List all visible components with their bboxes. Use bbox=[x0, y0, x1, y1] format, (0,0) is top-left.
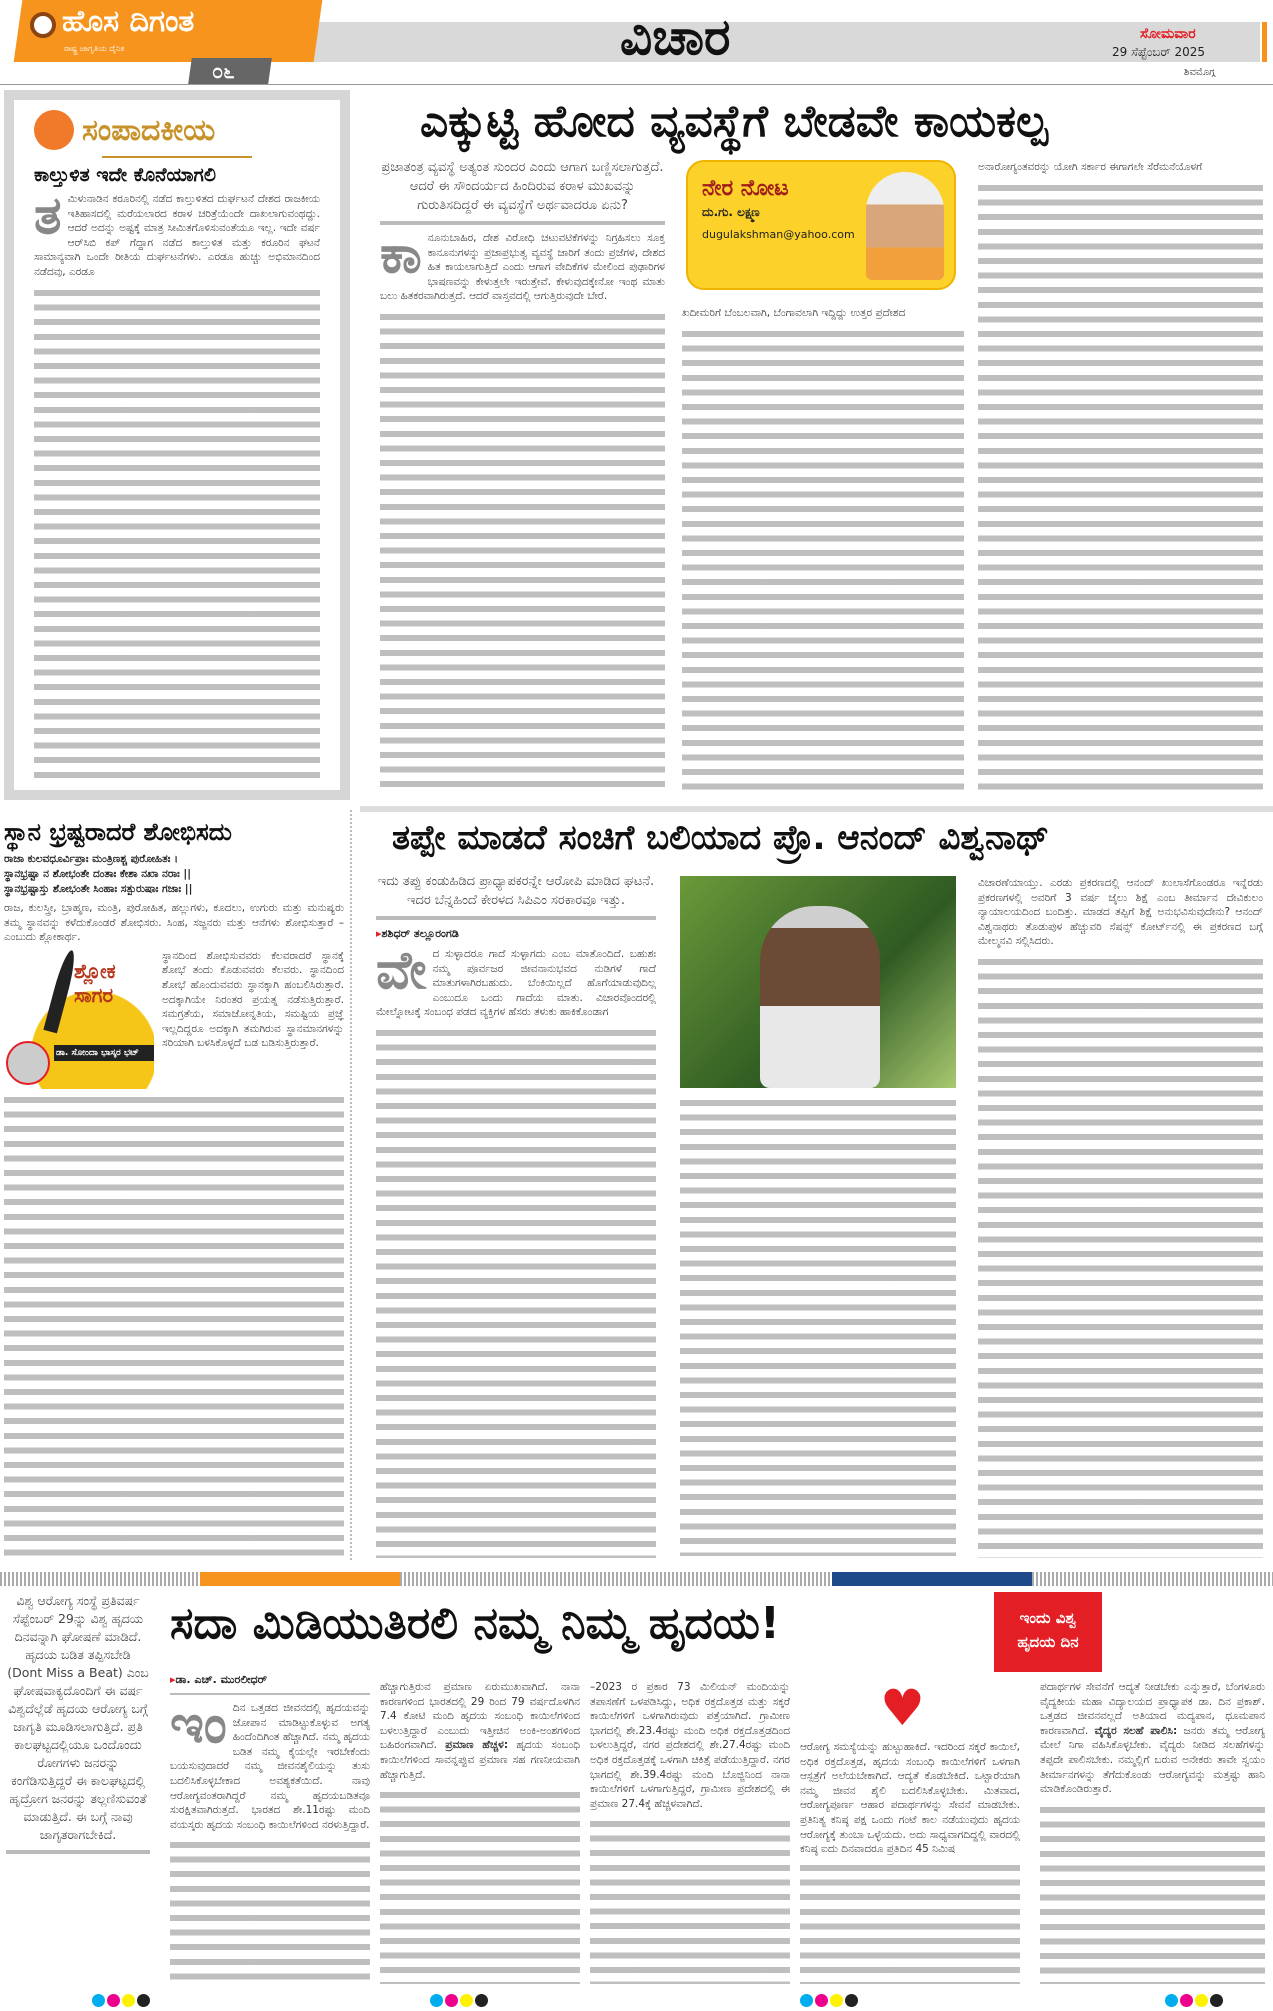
verse: ರಾಜಾ ಕುಲವಧೂರ್ವಿಪ್ರಾಃ ಮಂತ್ರಿಣಶ್ಚ ಪುರೋಹಿತಃ । bbox=[4, 853, 178, 865]
heart-text: ಪದಾರ್ಥಗಳ ಸೇವನೆಗೆ ಆದ್ಯತೆ ನೀಡಬೇಕು ಎನ್ನುತ್ತಾರೆ, ಬೆಂಗಳೂರು ವೈದ್ಯಕೀಯ ಮಹಾ ವಿದ್ಯಾಲಯದ ಪ್ರಾಧ್ಯಾಪಕ ಡಾ. ದಿನ ಪ್ರಕಾಶ್. ಒತ್ತಡದ ಜೀವನವಲ್ಲದೆ ಅತಿಯಾದ ಮದ್ಯಪಾನ, ಧೂಮಪಾನ ಕಾರಣವಾಗಿದೆ. bbox=[1040, 1681, 1265, 1737]
heart-col1-stack bbox=[170, 1672, 370, 1984]
second-col2-continued bbox=[680, 1096, 956, 1556]
masthead bbox=[0, 0, 1273, 84]
second-col3-stack bbox=[978, 876, 1263, 1558]
shloka-body-continued bbox=[4, 1093, 344, 1560]
registration-marks bbox=[800, 1992, 860, 2011]
column-name: ನೇರ ನೋಟ bbox=[702, 176, 789, 201]
dropcap: ವೇ bbox=[376, 941, 427, 1001]
shloka-stack bbox=[4, 816, 344, 1560]
heart-sidebar-stack bbox=[6, 1592, 150, 1986]
heart-col5-continued bbox=[1040, 1803, 1265, 1984]
logo-tagline: ರಾಷ್ಟ್ರ ಜಾಗೃತಿಯ ದೈನಿಕ bbox=[64, 44, 125, 53]
color-strip bbox=[0, 1572, 1273, 1586]
shloka-body: ಸ್ಥಾನದಿಂದ ಶೋಭಿಸುವವರು ಕೆಲವರಾದರೆ ಸ್ಥಾನಕ್ಕೆ ಶೋಭೆ ತಂದು ಕೊಡುವವರು ಕೆಲವರು. ಸ್ಥಾನದಿಂದ ಶೋಭೆ ಹೊಂದುವವರು ಸ್ಥಾನಕ್ಕಾಗಿ ಹಂಬಲಿಸಿರುತ್ತಾರೆ. ಅದಕ್ಕಾಗಿಯೇ ನಿರಂತರ ಪ್ರಯತ್ನ ನಡೆಸುತ್ತಿರುತ್ತಾರೆ. ಸಮಗ್ರತೆಯ, ಸಮಾಜೋನ್ನತಿಯ, ಸಮಷ್ಟಿಯ ಪ್ರಜ್ಞೆ ಇಲ್ಲದಿದ್ದರೂ ಅದಕ್ಕಾಗಿ ತಮಗಿರುವ ಸ್ಥಾನಮಾನಗಳನ್ನು ಸರಿಯಾಗಿ ಬಳಸಿಕೊಳ್ಳದೆ ಬಡ ಬಡಿಸುತ್ತಿರುತ್ತಾರೆ. bbox=[162, 949, 344, 1050]
heart-col4: ಆರೋಗ್ಯ ಸಮಸ್ಯೆಯನ್ನು ಹುಟ್ಟುಹಾಕಿದೆ. ಇದರಿಂದ ಸಕ್ಕರೆ ಕಾಯಿಲೆ, ಅಧಿಕ ರಕ್ತದೊತ್ತಡ, ಹೃದಯ ಸಂಬಂಧಿ ಕಾಯಿಲೆಗಳಿಗೆ ಒಳಗಾಗಿ ಆಸ್ಪತ್ರೆಗೆ ಅಲೆಯಬೇಕಾಗಿದೆ. ಆದ್ಯತೆ ಕೊಡಬೇಕಿದೆ. ಒಟ್ಟಾರೆಯಾಗಿ ನಮ್ಮ ಜೀವನ ಶೈಲಿ ಬದಲಿಸಿಕೊಳ್ಳಬೇಕು. ಮಿತವಾದ, ಆರೋಗ್ಯಪೂರ್ಣ ಆಹಾರ ಪದಾರ್ಥಗಳನ್ನು ಸೇವನೆ ಮಾಡಬೇಕು. ಪ್ರತಿನಿತ್ಯ ಕನಿಷ್ಠ ಪಕ್ಷ ಒಂದು ಗಂಟೆ ಕಾಲ ನಡೆಯುವುದು ಹೃದಯ ಆರೋಗ್ಯಕ್ಕೆ ತುಂಬಾ ಒಳ್ಳೆಯದು. ಅದು ಸಾಧ್ಯವಾಗದಿದ್ದಲ್ಲಿ ವಾರದಲ್ಲಿ ಕನಿಷ್ಠ ಐದು ದಿನವಾದರೂ ಪ್ರತಿದಿನ 45 ನಿಮಿಷ bbox=[800, 1741, 1020, 1856]
portrait-photo bbox=[680, 876, 956, 1088]
divider bbox=[376, 916, 656, 920]
second-col1-stack bbox=[376, 872, 656, 1558]
ornament-divider bbox=[102, 156, 252, 158]
subhead: ಪ್ರಮಾಣ ಹೆಚ್ಚಳ: bbox=[445, 1739, 509, 1752]
lead-col3-continued bbox=[978, 181, 1263, 792]
second-col3-continued bbox=[978, 955, 1263, 1558]
editorial-body-continued bbox=[34, 286, 320, 780]
heart-col5 bbox=[1040, 1680, 1265, 1797]
heart-col2 bbox=[380, 1680, 580, 1782]
heart-col1-continued bbox=[170, 1838, 370, 1984]
second-col3: ವಿಚಾರಣೆಯಾಯ್ತು. ಎರಡು ಪ್ರಕರಣದಲ್ಲಿ ಆನಂದ್ ಖುಲಾಸೆಗೊಂಡರೂ ಇನ್ನೆರಡು ಪ್ರಕರಣಗಳಲ್ಲಿ ಅವರಿಗೆ 3 ವರ್ಷ ಜೈಲು ಶಿಕ್ಷೆ ಎಂಬ ತೀರ್ಮಾನ ದೇವಿಕುಲಂ ನ್ಯಾಯಾಲಯದಿಂದ ಬಂದಿತ್ತು. ಮಾಡದ ತಪ್ಪಿಗೆ ಶಿಕ್ಷೆ ಅನುಭವಿಸುವುದೇನು? ಆನಂದ್ ವಿಶ್ವನಾಥರು ತೊಡುಪುಳ ಹೆಚ್ಚುವರಿ ಸೆಷನ್ಸ್ ಕೋರ್ಟ್‌ನಲ್ಲಿ ಈ ಪ್ರಕರಣದ ಬಗ್ಗೆ ಮೇಲ್ಮನವಿ ಸಲ್ಲಿಸಿದರು. bbox=[978, 877, 1263, 948]
byline: ▸ಶಶಿಧರ್ ತಲ್ಲೂರಂಗಡಿ bbox=[376, 927, 459, 940]
column-box bbox=[686, 160, 956, 290]
shloka-author: ಡಾ. ಸೋಂದಾ ಭಾಸ್ಕರ ಭಟ್ bbox=[54, 1045, 154, 1061]
lead-col2-stack bbox=[682, 306, 964, 792]
heart-text: ಹೃದಯ ಸಂಬಂಧಿ ಕಾಯಿಲೆಗಳಿಂದ ಸಾವನ್ನಪ್ಪುವ ಪ್ರಮಾಣ ಸಹ ಗಣನೀಯವಾಗಿ ಹೆಚ್ಚಾಗುತ್ತಿದೆ. bbox=[380, 1739, 581, 1781]
second-col1 bbox=[376, 941, 656, 1020]
column-rule bbox=[350, 810, 352, 1560]
verse: ಸ್ಥಾನಭ್ರಷ್ಟಾ ನ ಶೋಭಂತೇ ದಂತಾಃ ಕೇಶಾ ನಖಾ ನರಾಃ || bbox=[4, 868, 192, 880]
section-title: ವಿಚಾರ bbox=[620, 8, 731, 66]
heart-text: ಹೆಚ್ಚಾಗುತ್ತಿರುವ ಪ್ರಮಾಣ ಏರುಮುಖವಾಗಿದೆ. ನಾನಾ ಕಾರಣಗಳಿಂದ ಭಾರತದಲ್ಲಿ 29 ರಿಂದ 79 ವರ್ಷದೊಳಗಿನ 7.4 ಕೋಟಿ ಮಂದಿ ಹೃದಯ ಸಂಬಂಧಿ ಕಾಯಿಲೆಗಳಿಂದ ಬಳಲುತ್ತಿದ್ದಾರೆ ಎಂಬುದು ಇತ್ತೀಚಿನ ಅಂಕಿ-ಅಂಶಗಳಿಂದ ಬಹಿರಂಗವಾಗಿದೆ. bbox=[380, 1681, 580, 1752]
column-author: ದು.ಗು. ಲಕ್ಷ್ಮಣ bbox=[702, 205, 760, 219]
heart-headline: ಸದಾ ಮಿಡಿಯುತಿರಲಿ ನಮ್ಮ ನಿಮ್ಮ ಹೃದಯ! bbox=[170, 1598, 780, 1649]
portrait-figure bbox=[760, 906, 880, 1088]
heart-col2-stack bbox=[380, 1680, 580, 1984]
lead-col1-stack bbox=[380, 158, 665, 792]
lead-col2-continued bbox=[682, 327, 964, 792]
verse: ಸ್ಥಾನಭ್ರಷ್ಟಾಸ್ತು ಶೋಭಂತೇ ಸಿಂಹಾಃ ಸತ್ಪುರುಷಾಃ ಗಜಾಃ || bbox=[4, 883, 193, 895]
column-email: dugulakshman@yahoo.com bbox=[702, 228, 855, 241]
day: ಸೋಮವಾರ bbox=[1140, 26, 1196, 42]
registration-marks bbox=[92, 1992, 152, 2011]
heart-col2-continued bbox=[380, 1788, 580, 1984]
logo-text: ಹೊಸ ದಿಗಂತ bbox=[62, 4, 195, 39]
second-standfirst: ಇದು ತಪ್ಪು ಕಂಡುಹಿಡಿದ ಪ್ರಾಧ್ಯಾಪಕರನ್ನೇ ಆರೋಪಿ ಮಾಡಿದ ಘಟನೆ. ಇದರ ಬೆನ್ನಹಿಂದೆ ಕೇರಳದ ಸಿಪಿಎಂ ಸರಕಾರವೂ ಇತ್ತು. bbox=[377, 874, 655, 908]
heart-in-hands-image bbox=[800, 1680, 1020, 1736]
heart-text: ಜನರು ತಮ್ಮ ಆರೋಗ್ಯ ಮೇಲೆ ನಿಗಾ ವಹಿಸಿಕೊಳ್ಳಬೇಕು. ವೈದ್ಯರು ನೀಡಿದ ಸಲಹೆಗಳನ್ನು ತಪ್ಪದೇ ಪಾಲಿಸಬೇಕು. ನಮ್ಮಲ್ಲಿಗೆ ಬರುವ ಅನೇಕರು ತಾವೇ ಸ್ವಯಂ ತೀರ್ಮಾನಗಳನ್ನು ತೆಗೆದುಕೊಂಡು ಆರೋಗ್ಯವನ್ನು ಮತ್ತಷ್ಟು ಹಾನಿ ಮಾಡಿಕೊಂಡಿರುತ್ತಾರೆ. bbox=[1040, 1724, 1266, 1796]
registration-marks bbox=[1165, 1992, 1225, 2011]
registration-marks bbox=[430, 1992, 490, 2011]
edition: ಶಿವಮೊಗ್ಗ bbox=[1184, 67, 1216, 78]
dropcap: ಇಂ bbox=[170, 1695, 227, 1755]
heart-text: ದಿನ ಒತ್ತಡದ ಜೀವನದಲ್ಲಿ ಹೃದಯವನ್ನು ಜೋಪಾನ ಮಾಡಿಟ್ಟುಕೊಳ್ಳುವ ಅಗತ್ಯ ಹಿಂದೆಂದಿಗಿಂತ ಹೆಚ್ಚಾಗಿದೆ. ನಮ್ಮ ಹೃದಯ ಬಡಿತ ನಮ್ಮ ಕೈಯಲ್ಲೇ ಇರಬೇಕೆಂದು ಬಯಸುವುದಾದರೆ ನಮ್ಮ ಜೀವನಶೈಲಿಯನ್ನು ತುಸು ಬದಲಿಸಿಕೊಳ್ಳಬೇಕಾದ ಅವಶ್ಯಕತೆಯಿದೆ. ನಾವು ಆರೋಗ್ಯವಂತರಾಗಿದ್ದರೆ ನಮ್ಮ ಹೃದಯಬಡಿತವೂ ಸುರಕ್ಷಿತವಾಗಿರುತ್ತದೆ. ಭಾರತದ ಶೇ.11ರಷ್ಟು ಮಂದಿ ವಯಸ್ಕರು ಹೃದಯ ಸಂಬಂಧಿ ಕಾಯಿಲೆಗಳಿಂದ ನರಳುತ್ತಿದ್ದಾರೆ. bbox=[170, 1702, 370, 1831]
second-col1-continued bbox=[376, 1026, 656, 1558]
navy-strip bbox=[832, 1572, 1032, 1586]
logo-icon bbox=[30, 12, 56, 38]
editorial-logo-icon bbox=[34, 110, 74, 150]
second-text: ದ ಸುಳ್ಳಾದರೂ ಗಾದೆ ಸುಳ್ಳಾಗದು ಎಂಬ ಮಾತೊಂದಿದೆ. ಬಹುಶಃ ನಮ್ಮ ಪೂರ್ವಜರ ಜೀವನಾನುಭವದ ನುಡಿಗಳೆ ಗಾದೆ ಮಾತುಗಳಾಗಿರಬಹುದು. ಬೆಂಕಿಯಿಲ್ಲದೆ ಹೊಗೆಯಾಡುವುದಿಲ್ಲ ಎಂಬುದೂ ಒಂದು ಗಾದೆಯ ಮಾತು. ವಿಚಾರವೊಂದರಲ್ಲಿ ಮೇಲ್ನೋಟಕ್ಕೆ ಸಂಬಂಧ ಪಡದ ವ್ಯಕ್ತಿಗಳ ಹೆಸರು ತಳುಕು ಹಾಕಿಕೊಂಡಾಗ bbox=[376, 948, 656, 1019]
shloka-author-avatar bbox=[6, 1041, 50, 1085]
page-number: ೦೬ bbox=[212, 59, 235, 83]
divider bbox=[6, 1850, 150, 1854]
heart-sidebar: ವಿಶ್ವ ಆರೋಗ್ಯ ಸಂಸ್ಥೆ ಪ್ರತಿವರ್ಷ ಸೆಪ್ಟೆಂಬರ್ 29ನ್ನು ವಿಶ್ವ ಹೃದಯ ದಿನವನ್ನಾಗಿ ಘೋಷಣೆ ಮಾಡಿದೆ. ಹೃದಯ ಬಡಿತ ತಪ್ಪಿಸಬೇಡಿ (Dont Miss a Beat) ಎಂಬ ಘೋಷವಾಕ್ಯದೊಂದಿಗೆ ಈ ವರ್ಷ ವಿಶ್ವದೆಲ್ಲೆಡೆ ಹೃದಯ ಆರೋಗ್ಯ ಬಗ್ಗೆ ಜಾಗೃತಿ ಮೂಡಿಸಲಾಗುತ್ತಿದೆ. ಪ್ರತಿ ಕಾಲಘಟ್ಟದಲ್ಲಿಯೂ ಒಂದೊಂದು ರೋಗಗಳು ಜನರನ್ನು ಕಂಗೆಡಿಸುತ್ತಿದ್ದರೆ ಈ ಕಾಲಘಟ್ಟದಲ್ಲಿ ಹೃದ್ರೋಗ ಜನರನ್ನು ತಲ್ಲಣಿಸುವಂತೆ ಮಾಡುತ್ತಿದೆ. ಈ ಬಗ್ಗೆ ನಾವು ಜಾಗೃತರಾಗಬೇಕಿದೆ. bbox=[7, 1593, 149, 1842]
byline: ▸ಡಾ. ಎಚ್. ಮುರಲೀಧರ್ bbox=[170, 1673, 268, 1686]
date: 29 ಸೆಪ್ಟೆಂಬರ್ 2025 bbox=[1112, 45, 1206, 59]
lead-col3-stack bbox=[978, 160, 1263, 792]
heart-col4-stack bbox=[800, 1680, 1020, 1984]
lead-col2: ಖದೀಮರಿಗೆ ಬೆಂಬಲವಾಗಿ, ಬೆಂಗಾವಲಾಗಿ ಇದ್ದಿದ್ದು ಉತ್ತರ ಪ್ರದೇಶದ bbox=[682, 307, 906, 319]
dropcap: ಕಾ bbox=[380, 225, 422, 285]
editorial-headline: ಕಾಲ್ತುಳಿತ ಇದೇ ಕೊನೆಯಾಗಲಿ bbox=[34, 164, 216, 186]
world-heart-day-badge: ಇಂದು ವಿಶ್ವ ಹೃದಯ ದಿನ bbox=[994, 1592, 1102, 1672]
author: ಶಶಿಧರ್ ತಲ್ಲೂರಂಗಡಿ bbox=[381, 927, 459, 940]
orange-strip bbox=[200, 1572, 400, 1586]
heart-col1 bbox=[170, 1695, 370, 1832]
lead-standfirst: ಪ್ರಜಾತಂತ್ರ ವ್ಯವಸ್ಥೆ ಅತ್ಯಂತ ಸುಂದರ ಎಂದು ಆಗಾಗ ಬಣ್ಣಿಸಲಾಗುತ್ತದೆ. ಆದರೆ ಈ ಸೌಂದರ್ಯದ ಹಿಂದಿರುವ ಕರಾಳ ಮುಖವನ್ನು ಗುರುತಿಸದಿದ್ದರೆ ಈ ವ್ಯವಸ್ಥೆಗೆ ಅರ್ಥವಾದರೂ ಏನು? bbox=[381, 160, 664, 213]
lead-text: ನೂನುಬಾಹಿರ, ದೇಶ ವಿರೋಧಿ ಚಟುವಟಿಕೆಗಳನ್ನು ನಿಗ್ರಹಿಸಲು ಸೂಕ್ತ ಕಾನೂನುಗಳನ್ನು ಪ್ರಜಾಪ್ರಭುತ್ವ ವ್ಯವಸ್ಥೆ ಜಾರಿಗೆ ತಂದು ಪ್ರಜೆಗಳ, ದೇಶದ ಹಿತ ಕಾಯಲಾಗುತ್ತಿದೆ ಎಂದು ಆಗಾಗ ವೇದಿಕೆಗಳ ಮೇಲಿಂದ ಪುಢಾರಿಗಳ ಭಾಷಣವನ್ನು ಕೇಳುತ್ತಲೇ ಇರುತ್ತೇವೆ. ಕೇಳುವುದಕ್ಕೇನೋ ಇಂಥ ಮಾತು ಬಲು ಹಿತಕರವಾಗಿರುತ್ತದೆ. ಆದರೆ ವಾಸ್ತವದಲ್ಲಿ ಆಗುತ್ತಿರುವುದೇ ಬೇರೆ. bbox=[380, 232, 665, 303]
second-headline: ತಪ್ಪೇ ಮಾಡದೆ ಸಂಚಿಗೆ ಬಲಿಯಾದ ಪ್ರೊ. ಆನಂದ್ ವಿಶ್ವನಾಥ್ bbox=[392, 818, 1050, 858]
heart-col3-stack bbox=[590, 1680, 790, 1984]
lead-headline: ಎಕ್ಕುಟ್ಟಿ ಹೋದ ವ್ಯವಸ್ಥೆಗೆ ಬೇಡವೇ ಕಾಯಕಲ್ಪ bbox=[420, 96, 1048, 147]
heart-col4-continued bbox=[800, 1861, 1020, 1984]
shloka-verses bbox=[4, 852, 344, 897]
editorial-box bbox=[4, 90, 350, 800]
section-divider bbox=[360, 806, 1273, 812]
lead-col1-continued bbox=[380, 310, 665, 792]
shloka-headline: ಸ್ಥಾನ ಭ್ರಷ್ಟರಾದರೆ ಶೋಭಿಸದು bbox=[4, 818, 232, 846]
editorial-label: ಸಂಪಾದಕೀಯ bbox=[82, 112, 216, 148]
accent-bar bbox=[1262, 22, 1267, 62]
shloka-column-name: ಶ್ಲೋಕ ಸಾಗರ bbox=[74, 958, 116, 1007]
dropcap: ತ bbox=[34, 186, 62, 246]
editorial-text: ಮಿಳುನಾಡಿನ ಕರೂರಿನಲ್ಲಿ ನಡೆದ ಕಾಲ್ತುಳಿತದ ದುರ್ಘಟನೆ ದೇಶದ ರಾಜಕೀಯ ಇತಿಹಾಸದಲ್ಲಿ ಮರೆಯಲಾರದ ಕರಾಳ ಚರಿತ್ರೆಯೆಂದೇ ದಾಖಲಾಗುವಂಥದ್ದು. ಆದರೆ ಅದನ್ನು ಅಷ್ಟಕ್ಕೆ ಮಾತ್ರ ಸೀಮಿತಗೊಳಿಸುವಂತೆಯೂ ಇಲ್ಲ. ಇದೇ ವರ್ಷ ಆರ್‌ಸಿಬಿ ಕಪ್ ಗೆದ್ದಾಗ ನಡೆದ ಕಾಲ್ತುಳಿತ ಮತ್ತು ಕರೂರಿನ ಘಟನೆ ಸಾಮಾನ್ಯವಾಗಿ ಒಂದೇ ರೀತಿಯ ದುರ್ಘಟನೆಗಳು. ಎರಡೂ ಹುಚ್ಚು ಅಭಿಮಾನದಿಂದ ನಡೆದವು, ಎರಡೂ bbox=[34, 193, 320, 278]
heart-icon: ♥ bbox=[880, 1679, 925, 1737]
heart-col5-stack bbox=[1040, 1680, 1265, 1984]
heart-col3: –2023 ರ ಪ್ರಕಾರ 73 ಮಿಲಿಯನ್ ಮಂದಿಯನ್ನು ತಪಾಸಣೆಗೆ ಒಳಪಡಿಸಿದ್ದು, ಅಧಿಕ ರಕ್ತದೊತ್ತಡ ಮತ್ತು ಸಕ್ಕರೆ ಕಾಯಿಲೆಗಳಿಗೆ ಒಳಗಾಗಿರುವುದು ಪತ್ತೆಯಾಗಿದೆ. ಗ್ರಾಮೀಣ ಭಾಗದಲ್ಲಿ ಶೇ.23.4ರಷ್ಟು ಮಂದಿ ಅಧಿಕ ರಕ್ತದೊತ್ತಡದಿಂದ ಬಳಲುತ್ತಿದ್ದರೆ, ನಗರ ಪ್ರದೇಶದಲ್ಲಿ ಶೇ.27.4ರಷ್ಟು ಮಂದಿ ಅಧಿಕ ರಕ್ತದೊತ್ತಡಕ್ಕೆ ಒಳಗಾಗಿ ಚಿಕಿತ್ಸೆ ಪಡೆಯುತ್ತಿದ್ದಾರೆ. ನಗರ ಭಾಗದಲ್ಲಿ ಶೇ.39.4ರಷ್ಟು ಮಂದಿ ಬೊಜ್ಜಿನಿಂದ ನಾನಾ ಕಾಯಿಲೆಗಳಿಗೆ ಒಳಗಾಗುತ್ತಿದ್ದರೆ, ಗ್ರಾಮೀಣ ಪ್ರದೇಶದಲ್ಲಿ ಈ ಪ್ರಮಾಣ 27.4ಕ್ಕೆ ಹೆಚ್ಚಳವಾಗಿದೆ. bbox=[590, 1681, 790, 1810]
author: ಡಾ. ಎಚ್. ಮುರಲೀಧರ್ bbox=[175, 1673, 268, 1686]
shloka-meaning: ರಾಜ, ಕುಲಸ್ತ್ರೀ, ಬ್ರಾಹ್ಮಣ, ಮಂತ್ರಿ, ಪುರೋಹಿತ, ಹಲ್ಲುಗಳು, ಕೂದಲು, ಉಗುರು ಮತ್ತು ಮನುಷ್ಯರು ತಮ್ಮ ಸ್ಥಾನವನ್ನು ಕಳೆದುಕೊಂಡರೆ ಶೋಭಿಸರು. ಸಿಂಹ, ಸಜ್ಜನರು ಮತ್ತು ಆನೆಗಳು ಶೋಭಿಸುತ್ತಾರೆ – ಎಂಬುದು ಶ್ಲೋಕಾರ್ಥ. bbox=[4, 902, 344, 944]
divider bbox=[380, 221, 665, 225]
lead-col3: ಅನಾರೋಗ್ಯಂತವರನ್ನು ಯೋಗಿ ಸರ್ಕಾರ ಈಗಾಗಲೇ ಸೆರೆಮನೆಯೊಳಗೆ bbox=[978, 161, 1203, 173]
shloka-column-graphic bbox=[4, 949, 154, 1089]
masthead-rule bbox=[0, 84, 1273, 85]
heart-col3-continued bbox=[590, 1817, 790, 1984]
editorial-body bbox=[34, 186, 320, 280]
subhead: ವೈದ್ಯರ ಸಲಹೆ ಪಾಲಿಸಿ: bbox=[1094, 1724, 1178, 1737]
lead-col1 bbox=[380, 225, 665, 304]
author-photo bbox=[866, 172, 944, 280]
